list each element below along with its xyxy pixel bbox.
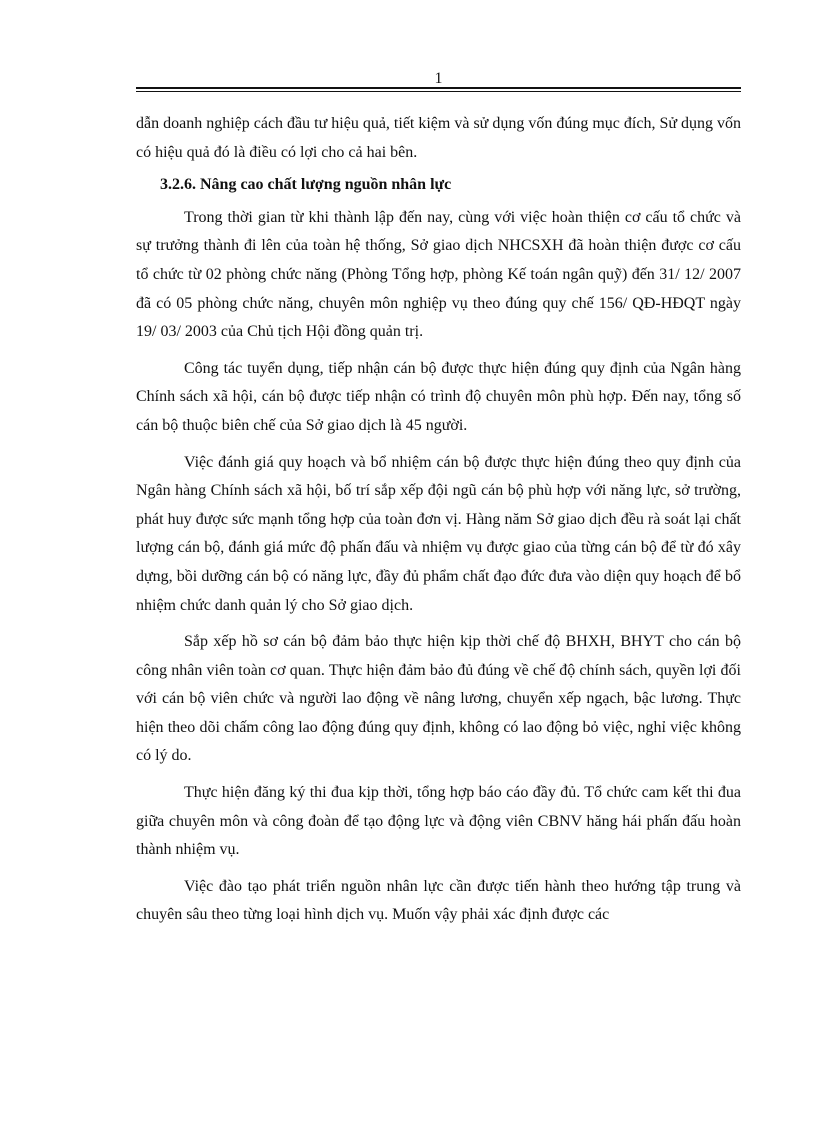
page-header — [136, 68, 741, 92]
paragraph-6: Việc đào tạo phát triển nguồn nhân lực cần được tiến hành theo hướng tập trung và chuyên sâu theo từng loại hình dịch vụ. Muốn vậy phải xác định được các — [136, 877, 741, 924]
paragraph-4: Sắp xếp hồ sơ cán bộ đảm bảo thực hiện kịp thời chế độ BHXH, BHYT cho cán bộ công nhân viên toàn cơ quan. Thực hiện đảm bảo đủ đúng về chế độ chính sách, quyền lợi đối với cán bộ viên chức và người lao động về nâng lương, chuyển xếp ngạch, bậc lương. Thực hiện theo dõi chấm công lao động đúng quy định, không có lao động bỏ việc, nghỉ việc không có lý do. — [136, 633, 741, 765]
paragraph-3: Việc đánh giá quy hoạch và bổ nhiệm cán bộ được thực hiện đúng theo quy định của Ngân hàng Chính sách xã hội, bố trí sắp xếp đội ngũ cán bộ phù hợp với năng lực, sở trường, phát huy được sức mạnh tổng hợp của toàn đơn vị. Hàng năm Sở giao dịch đều rà soát lại chất lượng cán bộ, đánh giá mức độ phấn đấu và nhiệm vụ được giao của từng cán bộ để từ đó xây dựng, bồi dưỡng cán bộ có năng lực, đầy đủ phẩm chất đạo đức đưa vào diện quy hoạch để bổ nhiệm chức danh quản lý cho Sở giao dịch. — [136, 453, 741, 614]
header-rule-thick — [136, 87, 741, 89]
continuation-paragraph: dẫn doanh nghiệp cách đầu tư hiệu quả, tiết kiệm và sử dụng vốn đúng mục đích, Sử dụng vốn có hiệu quả đó là điều có lợi cho cả hai bên. — [136, 115, 742, 161]
paragraph-1: Trong thời gian từ khi thành lập đến nay, cùng với việc hoàn thiện cơ cấu tổ chức và sự trưởng thành đi lên của toàn hệ thống, Sở giao dịch NHCSXH đã hoàn thiện được cơ cấu tổ chức từ 02 phòng chức năng (Phòng Tổng hợp, phòng Kế toán ngân quỹ) đến 31/ 12/ 2007 đã có 05 phòng chức năng, chuyên môn nghiệp vụ theo đúng quy chế 156/ QĐ-HĐQT ngày 19/ 03/ 2003 của Chủ tịch Hội đồng quản trị. — [136, 208, 741, 341]
document-body — [136, 110, 741, 930]
paragraph-2: Công tác tuyển dụng, tiếp nhận cán bộ được thực hiện đúng quy định của Ngân hàng Chính sách xã hội, cán bộ được tiếp nhận có trình độ chuyên môn phù hợp. Đến nay, tổng số cán bộ thuộc biên chế của Sở giao dịch là 45 người. — [136, 359, 741, 434]
page-number: 1 — [434, 70, 443, 87]
section-heading: 3.2.6. Nâng cao chất lượng nguồn nhân lực — [160, 176, 452, 194]
paragraph-5: Thực hiện đăng ký thi đua kịp thời, tổng hợp báo cáo đầy đủ. Tổ chức cam kết thi đua giữa chuyên môn và công đoàn để tạo động lực và động viên CBNV hăng hái phấn đấu hoàn thành nhiệm vụ. — [136, 784, 741, 859]
header-rule-thin — [136, 91, 741, 92]
